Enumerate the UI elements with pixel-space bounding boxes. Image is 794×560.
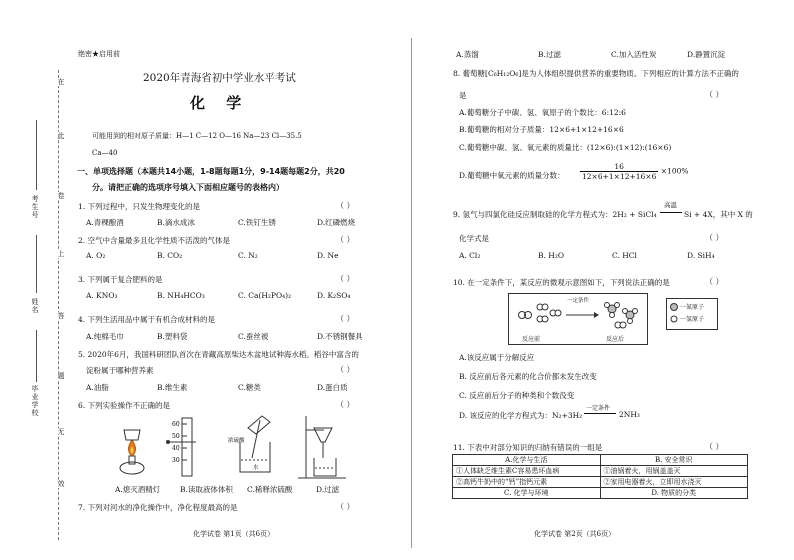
question-stem: 9. 氢气与四氯化硅反应制取硅的化学方程式为：2H₂ + SiCl₄ (453, 210, 657, 219)
option: A.该反应属于分解反应 (459, 353, 535, 362)
option: A. O₂ (86, 251, 106, 260)
option: D.红磷燃烧 (317, 218, 356, 227)
option: B.读取液体体积 (180, 485, 233, 494)
question-stem-cont: 淀粉属于哪种营养素 (86, 366, 154, 375)
option: A.熄灭酒精灯 (115, 485, 161, 494)
answer-paren: （ ） (336, 365, 355, 374)
figure-label: 水 (253, 465, 259, 471)
question-stem: 1. 下列过程中，只发生物理变化的是 (78, 202, 201, 211)
equation-arrow (584, 413, 616, 414)
side-label-name: 姓名 (31, 298, 39, 314)
question-stem-cont: 是 (459, 91, 467, 100)
option: A. KNO₃ (86, 291, 118, 300)
option: C. 反应前后分子的种类和个数没变 (459, 391, 575, 400)
answer-paren: （ ） (705, 90, 724, 99)
candidate-number-line (36, 120, 37, 190)
confidential-mark: 绝密★启用前 (78, 50, 120, 58)
table-cell: ②家用电器着火，立即用水浇灭 (600, 477, 748, 488)
table-row (453, 466, 748, 477)
option: D. K₂SO₄ (317, 291, 351, 300)
option: B.过滤 (538, 50, 561, 59)
equation-condition: 一定条件 (586, 405, 611, 412)
alcohol-lamp-figure (120, 430, 144, 474)
option: D.过滤 (316, 485, 340, 494)
table-cell: D. 物质的分类 (600, 488, 748, 499)
question-stem: 6. 下列实验操作不正确的是 (78, 401, 171, 410)
option: C. Ca(H₂PO₄)₂ (238, 291, 292, 300)
dilution-figure (228, 416, 270, 472)
binding-char: 卷 (57, 192, 65, 200)
option: B. CO₂ (157, 251, 183, 260)
table-cell: ①油锅着火，用锅盖盖灭 (600, 466, 748, 477)
option: D.葡萄糖中氧元素的质量分数： (459, 171, 565, 180)
question-stem: 3. 下列属于复合肥料的是 (78, 275, 163, 284)
knowledge-table (452, 454, 748, 499)
question-stem-tail: Si + 4X，其中 X 的 (684, 210, 753, 219)
answer-paren: （ ） (705, 442, 724, 451)
option: A.葡萄糖分子中碳、氢、氧原子的个数比：6:12:6 (459, 108, 626, 117)
binding-char: 上 (57, 250, 65, 258)
table-row (453, 477, 748, 488)
option: A. Cl₂ (459, 251, 481, 260)
fraction-tail: ×100% (660, 166, 689, 176)
fraction-numerator: 16 (580, 162, 658, 172)
diagram-condition: 一定条件 (567, 298, 590, 304)
option: D. 该反应的化学方程式为：N₂+3H₂ (459, 411, 583, 420)
legend-item: 一氮原子 (680, 304, 705, 311)
name-line (36, 235, 37, 293)
option: B.维生素 (157, 383, 188, 392)
option: A.油脂 (86, 383, 109, 392)
filtration-figure (298, 416, 346, 478)
option: C.蚕丝被 (238, 332, 269, 341)
option: C. N₂ (238, 251, 258, 260)
option: D.静置沉淀 (687, 50, 726, 59)
question-stem: 5. 2020年6月，我国科研团队首次在青藏高原柴达木盆地试种海水稻。稻谷中富含的 (78, 350, 359, 359)
option: C.加入活性炭 (611, 50, 657, 59)
side-label-candidate-number: 考生号 (31, 195, 39, 219)
binding-char: 无 (57, 428, 65, 436)
option: A.青稞酿酒 (86, 218, 124, 227)
table-cell: C. 化学与环境 (453, 488, 601, 499)
option: C.稀释浓硫酸 (247, 485, 293, 494)
fraction (580, 162, 658, 181)
answer-paren: （ ） (336, 502, 355, 511)
figure-label: 浓硫酸 (228, 438, 245, 444)
question-stem: 11. 下表中对部分知识的归纳有错误的一组是 (453, 443, 603, 452)
fraction-denominator: 12×6+1×12+16×6 (582, 172, 657, 181)
subject-title: 化 学 (190, 94, 250, 112)
option: D. SiH₄ (687, 251, 715, 260)
binding-char: 答 (57, 312, 65, 320)
option: C. HCl (612, 251, 637, 260)
page-footer: 化学试卷 第2页（共6页） (534, 530, 616, 538)
table-row (453, 488, 748, 499)
scale-label: 50 (172, 433, 180, 440)
binding-char: 此 (57, 132, 65, 140)
option: C.铁钉生锈 (238, 218, 276, 227)
scale-label: 30 (172, 457, 180, 464)
scale-label: 40 (172, 445, 180, 452)
binding-char: 在 (57, 78, 65, 86)
answer-paren: （ ） (336, 201, 355, 210)
section-heading: 一、单项选择题（本题共14小题，1-8题每题1分，9-14题每题2分，共20 (77, 167, 345, 176)
answer-paren: （ ） (705, 233, 724, 242)
answer-paren: （ ） (336, 274, 355, 283)
table-cell: ①人体缺乏维生素C容易患坏血病 (453, 466, 601, 477)
answer-paren: （ ） (705, 277, 724, 286)
answer-paren: （ ） (336, 400, 355, 409)
side-label-school: 毕业学校 (31, 385, 39, 417)
option: B. H₂O (538, 251, 564, 260)
reaction-arrow (660, 212, 682, 213)
table-cell: B. 安全常识 (600, 455, 748, 466)
option: C.糖类 (238, 383, 261, 392)
question-stem: 10. 在一定条件下，某反应的微观示意图如下，下列说法正确的是 (453, 278, 670, 287)
option: A.蒸馏 (456, 50, 479, 59)
option: B. NH₄HCO₃ (157, 291, 205, 300)
option: B.滴水成冰 (157, 218, 195, 227)
option: A.纯棉毛巾 (86, 332, 124, 341)
graduated-cylinder-figure (166, 418, 196, 476)
diagram-before-label: 反应前 (522, 336, 541, 343)
exam-title: 2020年青海省初中学业水平考试 (143, 72, 296, 84)
section-heading-2: 分。请把正确的选项序号填入下面相应题号的表格内） (92, 183, 284, 192)
option: B.葡萄糖的相对分子质量：12×6+1×12+16×6 (459, 125, 624, 134)
atomic-masses: 可能用到的相对原子质量：H—1 C—12 O—16 Na—23 Cl—35.5 (92, 132, 302, 140)
table-cell: A.化学与生活 (453, 455, 601, 466)
question-stem: 4. 下列生活用品中属于有机合成材料的是 (78, 315, 216, 324)
table-row (453, 455, 748, 466)
page-footer: 化学试卷 第1页（共6页） (193, 530, 275, 538)
school-line (36, 330, 37, 382)
option: D.不锈钢餐具 (317, 332, 363, 341)
option: C.葡萄糖中碳、氢、氧元素的质量比：(12×6):(1×12):(16×6) (459, 143, 672, 152)
atomic-masses-2: Ca—40 (92, 149, 118, 157)
page-gutter (411, 38, 412, 548)
table-cell: ②高钙牛奶中的“钙”指钙元素 (453, 477, 601, 488)
option: B. 反应前后各元素的化合价都未发生改变 (459, 372, 597, 381)
question-stem: 8. 葡萄糖[C₆H₁₂O₆]是为人体组织提供营养的重要物质。下列相应的计算方法不正确的 (453, 69, 739, 78)
legend-item: 一氢原子 (680, 316, 705, 323)
answer-paren: （ ） (336, 235, 355, 244)
option: B.塑料袋 (157, 332, 188, 341)
binding-char: 效 (57, 480, 65, 488)
option: D. Ne (317, 251, 339, 260)
answer-paren: （ ） (336, 314, 355, 323)
reaction-condition: 高温 (664, 201, 677, 209)
diagram-after-label: 反应后 (606, 336, 625, 343)
option: D.蛋白质 (317, 383, 348, 392)
scale-label: 60 (172, 421, 180, 428)
equation-product: 2NH₃ (619, 410, 640, 419)
question-stem: 7. 下列对河水的净化操作中，净化程度最高的是 (78, 503, 238, 512)
mass-fraction-formula (580, 162, 689, 181)
question-stem-cont: 化学式是 (459, 234, 489, 243)
lab-figures (110, 412, 370, 482)
binding-char: 题 (57, 372, 65, 380)
question-stem: 2. 空气中含量最多且化学性质不活泼的气体是 (78, 236, 231, 245)
binding-line (58, 70, 59, 540)
